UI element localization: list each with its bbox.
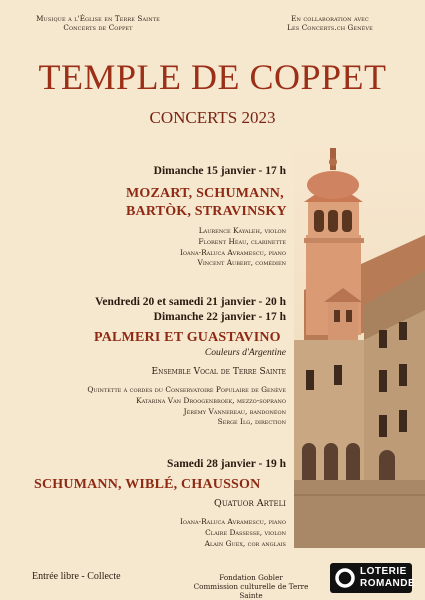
- concert1-performers: [150, 226, 286, 269]
- performer: Katarina Van Droogenbroek, mezzo-soprano: [136, 395, 286, 405]
- performer: Vincent Aubert, comédien: [197, 258, 286, 268]
- page-title: TEMPLE DE COPPET: [38, 57, 387, 97]
- concert1-works-line1: MOZART, SCHUMANN,: [126, 186, 284, 201]
- concert2-date-line2: Dimanche 22 janvier - 17 h: [153, 311, 286, 323]
- concert3-date: Samedi 28 janvier - 19 h: [167, 458, 286, 470]
- header-left-line1: Musique a l'Église en Terre Sainte: [36, 14, 160, 23]
- lottery-line2: ROMANDE: [360, 578, 416, 589]
- performer: Alain Guex, cor anglais: [204, 538, 286, 548]
- performer: Ioana-Raluca Avramescu, piano: [179, 247, 286, 257]
- performer: Jérémy Vannereau, bandonéon: [183, 406, 286, 416]
- sponsor-line2: Commission culturelle de Terre Sainte: [193, 582, 309, 600]
- concert3-ensemble: Quatuor Arteli: [214, 498, 286, 509]
- concert2-performers: [20, 385, 286, 428]
- concert2-works: PALMERI ET GUASTAVINO: [94, 330, 281, 345]
- header-left: [28, 14, 168, 32]
- lottery-ring-icon: [334, 567, 356, 589]
- performer: Ioana-Raluca Avramescu, piano: [179, 517, 286, 526]
- concert2-ensemble: Ensemble Vocal de Terre Sainte: [151, 367, 286, 377]
- performer: Laurence Kayaleh, violon: [198, 226, 286, 235]
- performer: Florent Héau, clarinette: [198, 236, 286, 246]
- header-right-line1: En collaboration avec: [291, 14, 369, 23]
- concert2-date-line1: Vendredi 20 et samedi 21 janvier - 20 h: [95, 296, 286, 308]
- performer: Serge Ilg, direction: [217, 417, 286, 427]
- header-left-line2: Concerts de Coppet: [63, 23, 133, 32]
- concert1-date: Dimanche 15 janvier - 17 h: [153, 165, 286, 177]
- lottery-logo: [330, 563, 416, 593]
- concert2-subtitle: Couleurs d'Argentine: [204, 348, 286, 358]
- concert3-works: SCHUMANN, WIBLÉ, CHAUSSON: [34, 477, 261, 492]
- concert1-works-line2: BARTÒK, STRAVINSKY: [126, 204, 287, 219]
- performer: Claire Dassesse, violon: [205, 527, 286, 537]
- header-right: [260, 14, 400, 32]
- lottery-line1: LOTERIE: [360, 566, 407, 577]
- entry-info: Entrée libre - Collecte: [32, 571, 121, 582]
- concert3-performers: [110, 517, 286, 549]
- header-right-line2: Les Concerts.ch Genève: [287, 23, 373, 32]
- sponsors: [186, 573, 316, 600]
- performer: Quintette à cordes du Conservatoire Populaire de Genève: [87, 385, 286, 394]
- bell-tower-illustration: [294, 140, 425, 548]
- sponsor-line1: Fondation Gobler: [219, 573, 283, 582]
- page-subtitle: CONCERTS 2023: [149, 108, 276, 127]
